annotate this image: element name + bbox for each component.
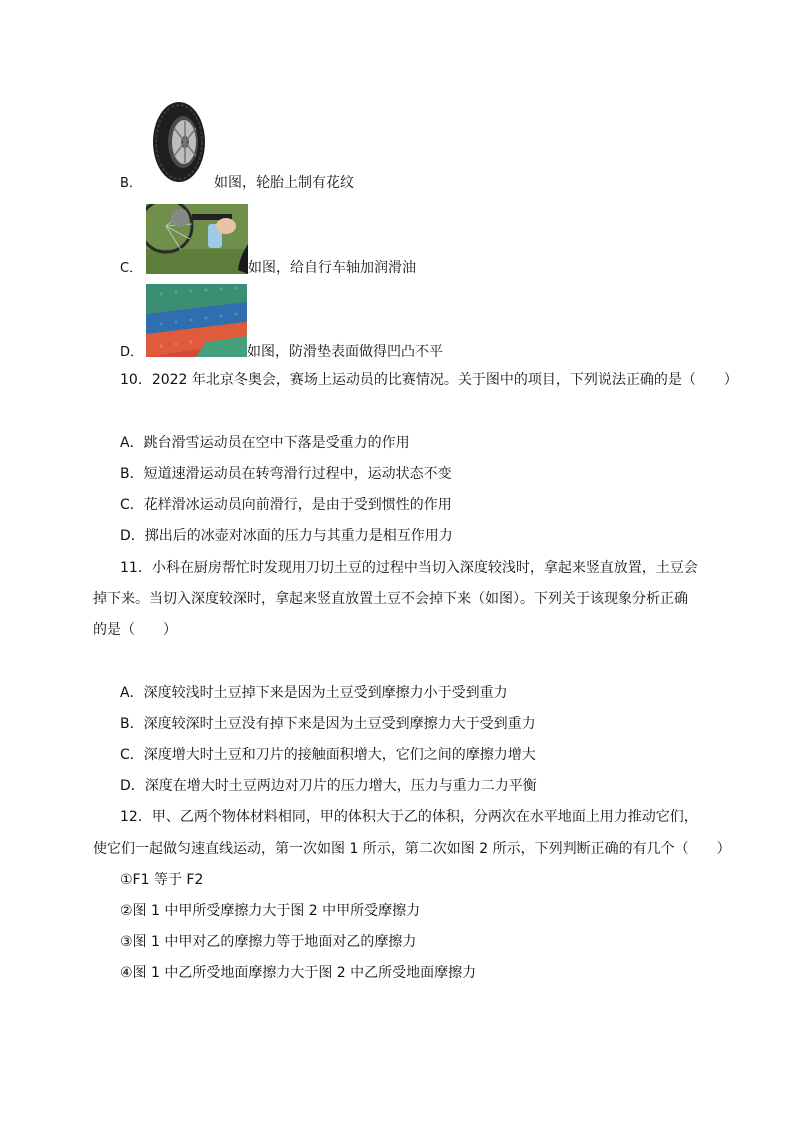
anti-slip-mat-image — [146, 284, 247, 357]
q11-option-c: C．深度增大时土豆和刀片的接触面积增大，它们之间的摩擦力增大 — [120, 747, 536, 763]
q10-option-d: D．掷出后的冰壶对冰面的压力与其重力是相互作用力 — [120, 528, 453, 544]
q10-option-b: B．短道速滑运动员在转弯滑行过程中，运动状态不变 — [120, 466, 452, 482]
q12-statement-2: ②图 1 中甲所受摩擦力大于图 2 中甲所受摩擦力 — [120, 903, 421, 919]
tire-image — [146, 98, 212, 188]
bicycle-oiling-image — [146, 204, 248, 274]
q10-stem: 10．2022 年北京冬奥会，赛场上运动员的比赛情况。关于图中的项目，下列说法正确的是（ ） — [120, 372, 738, 388]
q9-option-c-label: C． — [120, 261, 143, 276]
q12-stem-line-2: 使它们一起做匀速直线运动，第一次如图 1 所示，第二次如图 2 所示，下列判断正确的有几个（ ） — [93, 841, 731, 857]
q12-stem-line-1: 12．甲、乙两个物体材料相同，甲的体积大于乙的体积，分两次在水平地面上用力推动它们， — [120, 809, 698, 825]
q12-statement-1: ①F1 等于 F2 — [120, 872, 204, 888]
q11-stem-line-2: 掉下来。当切入深度较深时，拿起来竖直放置土豆不会掉下来（如图）。下列关于该现象分析正确 — [93, 591, 688, 607]
q10-option-a: A．跳台滑雪运动员在空中下落是受重力的作用 — [120, 435, 410, 451]
q11-stem-line-1: 11．小科在厨房帮忙时发现用刀切土豆的过程中当切入深度较浅时，拿起来竖直放置，土豆会 — [120, 560, 698, 576]
q9-option-b-label: B． — [120, 176, 142, 191]
q9-option-d-label: D． — [120, 345, 144, 360]
q9-option-b-text: 如图，轮胎上制有花纹 — [214, 175, 354, 191]
q12-statement-3: ③图 1 中甲对乙的摩擦力等于地面对乙的摩擦力 — [120, 934, 417, 950]
q10-option-c: C．花样滑冰运动员向前滑行，是由于受到惯性的作用 — [120, 497, 452, 513]
q9-option-c-text: 如图，给自行车轴加润滑油 — [248, 260, 416, 276]
q9-option-d-text: 如图，防滑垫表面做得凹凸不平 — [247, 344, 443, 360]
q12-statement-4: ④图 1 中乙所受地面摩擦力大于图 2 中乙所受地面摩擦力 — [120, 965, 477, 981]
q11-option-a: A．深度较浅时土豆掉下来是因为土豆受到摩擦力小于受到重力 — [120, 685, 508, 701]
q11-option-d: D．深度在增大时土豆两边对刀片的压力增大，压力与重力二力平衡 — [120, 778, 537, 794]
q11-stem-line-3: 的是（ ） — [93, 622, 177, 638]
q11-option-b: B．深度较深时土豆没有掉下来是因为土豆受到摩擦力大于受到重力 — [120, 716, 536, 732]
